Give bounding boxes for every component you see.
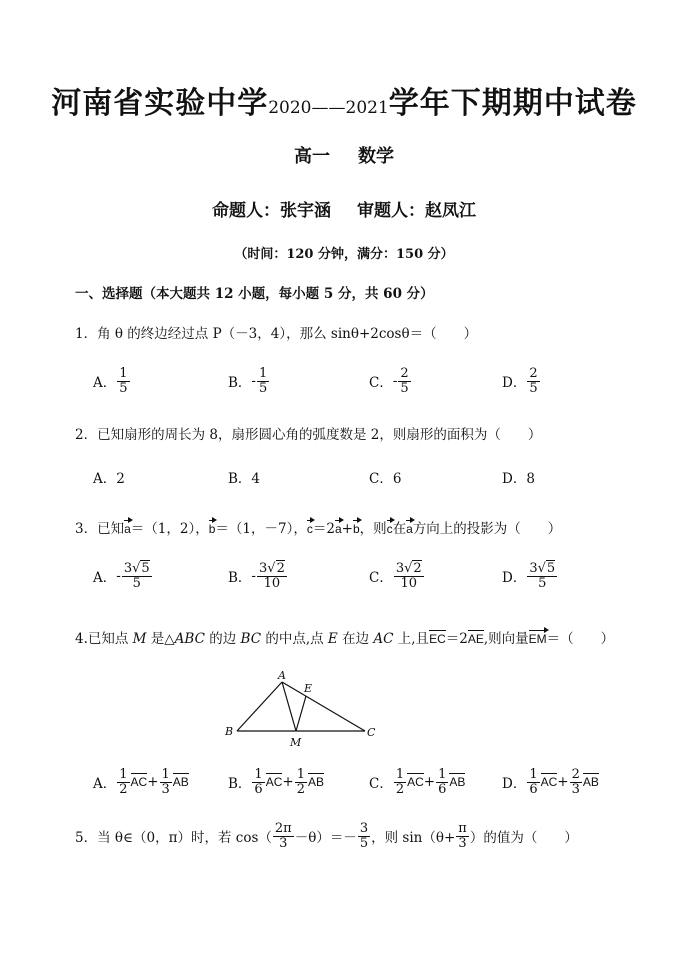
authors xyxy=(0,196,688,221)
segment-em xyxy=(296,696,306,731)
label-e: E xyxy=(304,682,313,695)
q4-option-a: A． $\frac{1}{2}$ AC + $\frac{1}{3}$ AB xyxy=(93,767,189,797)
reviewer: 审题人：赵凤江 xyxy=(357,201,476,221)
question-2: 2．已知扇形的周长为 8，扇形圆心角的弧度数是 2，则扇形的面积为（ ） xyxy=(75,427,542,443)
q4-option-c: C． $\frac{1}{2}$ AC + $\frac{1}{6}$ AB xyxy=(369,767,466,797)
label-m: M xyxy=(290,736,302,749)
q2-option-c: C．6 xyxy=(369,471,402,487)
q3-option-c: C． $\frac{3√2}{10}$ xyxy=(369,561,422,591)
question-3: 3．已知a＝（1，2），b＝（1，－7），c＝2a+b，则c在a方向上的投影为（ ） xyxy=(75,521,562,537)
setter: 命题人：张宇涵 xyxy=(212,201,331,221)
time-info: （时间：120 分钟，满分：150 分） xyxy=(234,247,454,262)
label-a: A xyxy=(278,669,286,682)
q4-option-d: D． $\frac{1}{6}$ AC + $\frac{2}{3}$ AB xyxy=(502,767,599,797)
grade-subject: 高一 数学 xyxy=(294,146,394,167)
q3-option-d: D． $\frac{3√5}{5}$ xyxy=(502,561,556,591)
question-5: 5．当 θ∈（0，π）时，若 cos（ $\frac{2\pi}{3}$ －θ）＝－ $\frac{3}{5}$ ，则 sin（θ+ $\frac{\pi}{3}$ ）的值为（ ） xyxy=(75,821,578,851)
exam-title: 河南省实验中学2020——2021学年下期期中试卷 xyxy=(51,86,637,121)
q1-option-a: A． $\frac{1}{5}$ xyxy=(93,366,128,396)
q1-option-c: C． - $\frac{2}{5}$ xyxy=(369,366,409,396)
question-1: 1．角 θ 的终边经过点 P（－3，4），那么 sinθ+2cosθ＝（ ） xyxy=(75,326,478,342)
q3-option-b: B． - $\frac{3√2}{10}$ xyxy=(228,561,285,591)
section-heading: 一、选择题（本大题共 12 小题，每小题 5 分，共 60 分） xyxy=(75,286,434,302)
q1-option-b: B． - $\frac{1}{5}$ xyxy=(228,366,268,396)
label-c: C xyxy=(367,726,376,739)
triangle-figure xyxy=(220,668,390,750)
q2-option-b: B．4 xyxy=(228,471,261,487)
question-4: 4.已知点 M 是△ABC 的边 BC 的中点,点 E 在边 AC 上,且EC＝2AE,则向量EM＝（ ） xyxy=(75,631,615,647)
q3-option-a: A． - $\frac{3√5}{5}$ xyxy=(93,561,150,591)
q2-option-d: D．8 xyxy=(502,471,535,487)
q1-option-d: D． $\frac{2}{5}$ xyxy=(502,366,538,396)
q2-option-a: A．2 xyxy=(93,471,125,487)
label-b: B xyxy=(225,725,234,738)
segment-ab xyxy=(237,682,282,731)
q4-option-b: B． $\frac{1}{6}$ AC + $\frac{1}{2}$ AB xyxy=(228,767,324,797)
